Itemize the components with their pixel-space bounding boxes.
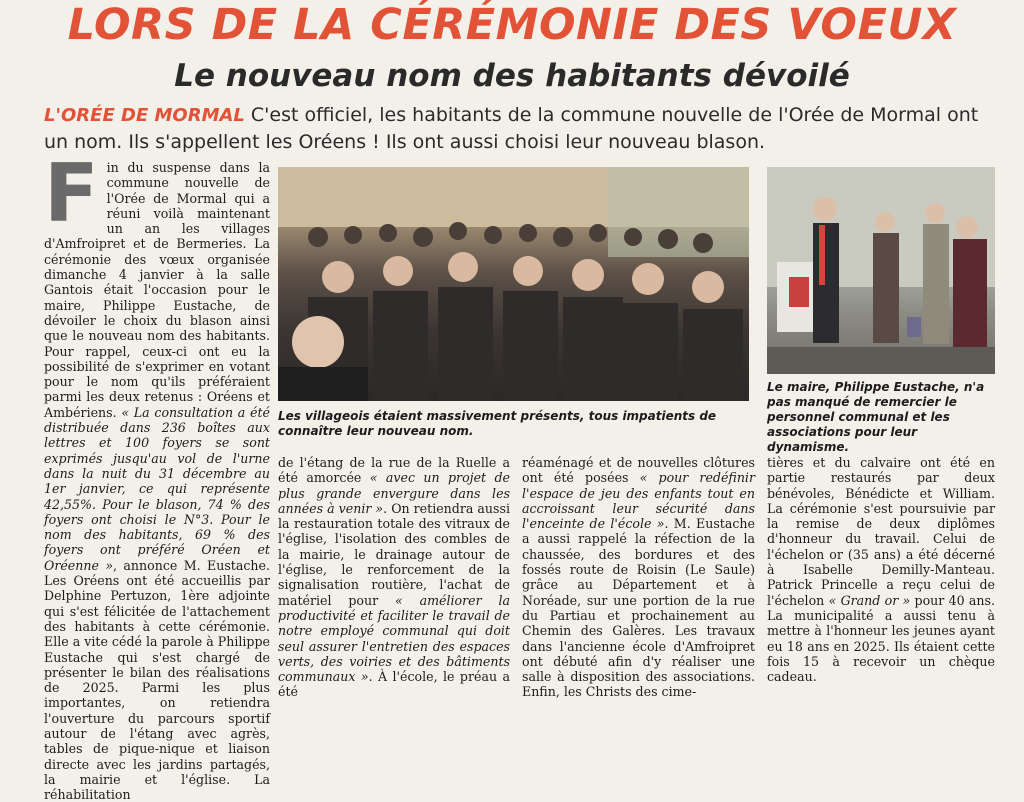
col2-text-a: de l'étang de la rue de la Ruelle a été amorcée	[278, 455, 510, 486]
col2-quote-1: « avec un projet de plus grande envergure dans les années à venir »	[278, 470, 510, 516]
lede-kicker: L'ORÉE DE MORMAL	[44, 105, 245, 126]
headline: LORS DE LA CÉRÉMONIE DES VOEUX	[67, 0, 957, 50]
col3-quote-1: « pour redéfinir l'espace de jeu des enfants tout en accroissant leur sécurité dans l'enceinte de l'école »	[522, 470, 755, 532]
article-column-3	[522, 455, 755, 700]
photo-mayor	[767, 167, 995, 374]
col3-text-a: réaménagé et de nouvelles clôtures ont été posées	[522, 455, 755, 486]
photo-audience	[278, 167, 749, 401]
article-column-1	[44, 147, 271, 802]
col2-text-b: . On retiendra aussi la restauration totale des vitraux de l'église, l'isolation des combles de la mairie, le drainage autour de l'église, le renforcement de la signalisation routière, l'achat de matériel pour	[278, 500, 510, 608]
col2-text-c: . À l'école, le préau a été	[278, 669, 510, 700]
lede-text: C'est officiel, les habitants de la commune nouvelle de l'Orée de Mormal ont un nom. Ils s'appellent les Oréens ! Ils ont aussi choisi leur nouveau blason.	[44, 104, 979, 153]
col3-text-b: . M. Eustache a aussi rappelé la réfection de la chaussée, des bordures et des fossés route de Roisin (Le Saule) grâce au Département et à Noréade, sur une portion de la rue du Partiau et prochainement au Chemin des Galères. Les travaux dans l'ancienne école d'Amfroipret ont débuté afin d'y réaliser une salle à disposition des associations. Enfin, les Christs des cime-	[522, 516, 755, 700]
col4-quote-1: « Grand or »	[828, 592, 911, 608]
col4-text-b: pour 40 ans. La municipalité a aussi tenu à mettre à l'honneur les jeunes ayant eu 18 ans en 2025. Ils étaient cette fois 15 à recevoir un chèque cadeau.	[767, 592, 995, 685]
col1-paragraph-2: , annonce M. Eustache. Les Oréens ont été accueillis par Delphine Pertuzon, 1ère adjointe qui s'est félicitée de l'attachement des habitants à cette cérémonie. Elle a vite cédé la parole à Philippe Eustache qui s'est chargé de présenter le bilan des réalisations de 2025. Parmi les plus importantes, on retiendra l'ouverture du parcours sportif autour de l'étang avec agrès, tables de pique-nique et liaison directe avec les jardins partagés, la mairie et l'église. La réhabilitation	[44, 557, 270, 802]
photo-audience-caption: Les villageois étaient massivement présents, tous impatients de connaître leur nouveau nom.	[278, 409, 717, 438]
photo-mayor-illustration	[767, 167, 995, 374]
photo-mayor-caption: Le maire, Philippe Eustache, n'a pas manqué de remercier le personnel communal et les associations pour leur dynamisme.	[767, 380, 985, 454]
col1-paragraph-1: in du suspense dans la commune nouvelle de l'Orée de Mormal qui a réuni voilà maintenant un an les villages d'Amfroipret et de Bermeries. La cérémonie des vœux organisée dimanche 4 janvier à la salle Gantois était l'occasion pour le maire, Philippe Eustache, de dévoiler le choix du blason ainsi que le nouveau nom des habitants. Pour rappel, ceux-ci ont eu la possibilité de s'exprimer en votant pour le nom qu'ils préféraient parmi les deux retenus : Oréens et Ambériens.	[44, 160, 270, 420]
subheadline: Le nouveau nom des habitants dévoilé	[174, 58, 850, 94]
drop-cap: F	[44, 147, 99, 240]
article-column-2	[278, 455, 510, 700]
article-column-4	[767, 455, 995, 684]
col1-quote: « La consultation a été distribuée dans 236 boîtes aux lettres et 100 foyers se sont exprimés jusqu'au vol de l'urne dans la nuit du 31 décembre au 1er janvier, ce qui représente 42,55%. Pour le blason, 74 % des foyers ont choisi le N°3. Pour le nom des habitants, 69 % des foyers ont préféré Oréen et Oréenne »	[44, 404, 271, 573]
col4-text-a: tières et du calvaire ont été en partie restaurés par deux bénévoles, Bénédicte et William. La cérémonie s'est poursuivie par la remise de deux diplômes d'honneur du travail. Celui de l'échelon or (35 ans) a été décerné à Isabelle Demilly-Manteau. Patrick Princelle a reçu celui de l'échelon	[767, 455, 995, 608]
col2-quote-2: « améliorer la productivité et faciliter le travail de notre employé communal qui doit seul assurer l'entretien des espaces verts, des voiries et des bâtiments communaux »	[278, 592, 510, 685]
lede	[44, 102, 1004, 155]
photo-audience-illustration	[278, 167, 749, 401]
